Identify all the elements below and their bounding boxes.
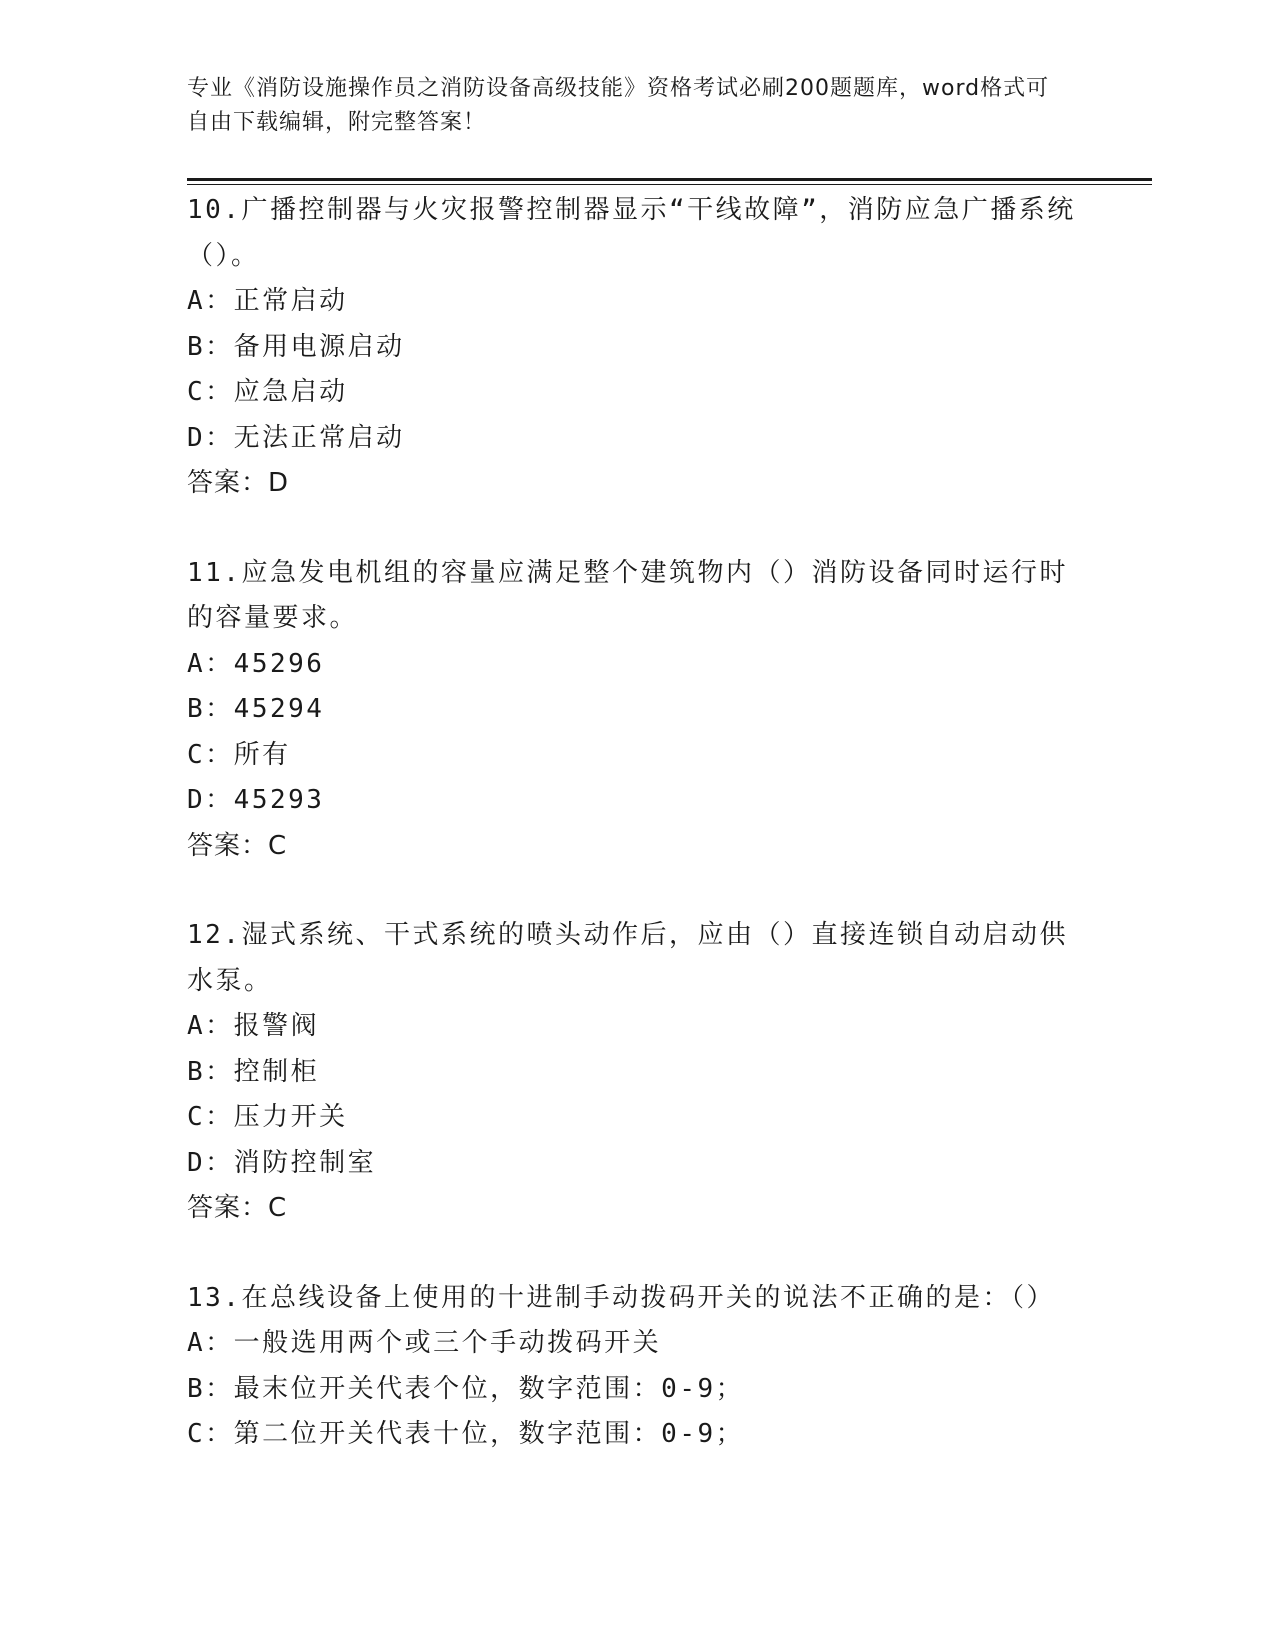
- option-letter: B: [187, 694, 206, 724]
- option-a: [187, 1004, 1087, 1050]
- option-b: [187, 1050, 1087, 1096]
- option-separator: ：: [205, 648, 234, 679]
- option-letter: A: [187, 1011, 206, 1041]
- option-separator: ：: [205, 1147, 234, 1178]
- option-separator: ：: [205, 286, 234, 316]
- option-letter: C: [187, 1419, 206, 1449]
- question-stem: 11.应急发电机组的容量应满足整个建筑物内（）消防设备同时运行时的容量要求。: [187, 557, 1068, 633]
- option-d: [187, 1141, 1087, 1187]
- option-c: [187, 1095, 1087, 1141]
- option-text: 应急启动: [233, 377, 348, 407]
- option-text: 无法正常启动: [233, 422, 405, 453]
- option-separator: ：: [205, 785, 234, 815]
- option-text: 45293: [233, 785, 325, 815]
- question-stem: 12.湿式系统、干式系统的喷头动作后，应由（）直接连锁自动启动供水泵。: [187, 920, 1068, 996]
- option-d: [187, 778, 1087, 824]
- option-c: [187, 733, 1087, 779]
- option-separator: ：: [205, 1373, 234, 1404]
- option-letter: D: [187, 785, 206, 815]
- option-text: 控制柜: [233, 1056, 320, 1087]
- option-separator: ：: [205, 377, 234, 407]
- header-divider-thick: [187, 178, 1152, 181]
- document-header: 专业《消防设施操作员之消防设备高级技能》资格考试必刷200题题库，word格式可自由下载编辑，附完整答案！: [187, 76, 1050, 135]
- option-a: [187, 279, 1087, 325]
- option-text: 压力开关: [233, 1102, 348, 1132]
- option-separator: ：: [205, 1011, 234, 1041]
- option-text: 最末位开关代表个位，数字范围：0-9；: [233, 1373, 745, 1404]
- option-separator: ：: [205, 1328, 234, 1358]
- option-separator: ：: [205, 694, 234, 724]
- question-stem: 13.在总线设备上使用的十进制手动拨码开关的说法不正确的是：（）: [187, 1282, 1055, 1313]
- option-letter: C: [187, 1102, 206, 1132]
- option-text: 45294: [233, 694, 325, 724]
- option-separator: ：: [205, 1102, 234, 1132]
- option-c: [187, 370, 1087, 416]
- option-b: [187, 325, 1087, 371]
- question-10: [187, 188, 1087, 507]
- option-letter: A: [187, 1328, 206, 1358]
- option-letter: C: [187, 377, 206, 407]
- option-text: 所有: [233, 739, 291, 770]
- option-letter: B: [187, 1373, 206, 1404]
- option-a: [187, 1321, 1087, 1367]
- option-text: 备用电源启动: [233, 331, 405, 362]
- option-d: [187, 416, 1087, 462]
- question-13: [187, 1276, 1087, 1458]
- option-text: 第二位开关代表十位，数字范围：0-9；: [233, 1419, 745, 1449]
- option-a: [187, 642, 1087, 688]
- question-12: [187, 913, 1087, 1232]
- answer-line: 答案：C: [187, 1193, 288, 1223]
- option-separator: ：: [205, 331, 234, 362]
- option-letter: D: [187, 1147, 206, 1178]
- option-letter: A: [187, 648, 206, 679]
- header-divider-thin: [187, 184, 1152, 185]
- option-text: 正常启动: [233, 286, 348, 316]
- option-b: [187, 1367, 1087, 1413]
- option-text: 45296: [233, 648, 325, 679]
- option-letter: C: [187, 739, 206, 770]
- option-separator: ：: [205, 422, 234, 453]
- option-text: 报警阀: [233, 1011, 320, 1041]
- option-letter: B: [187, 331, 206, 362]
- question-11: [187, 551, 1087, 870]
- answer-line: 答案：D: [187, 468, 290, 498]
- answer-line: 答案：C: [187, 830, 288, 861]
- option-separator: ：: [205, 1419, 234, 1449]
- option-separator: ：: [205, 1056, 234, 1087]
- option-b: [187, 687, 1087, 733]
- option-letter: A: [187, 286, 206, 316]
- option-c: [187, 1412, 1087, 1458]
- option-separator: ：: [205, 739, 234, 770]
- option-text: 一般选用两个或三个手动拨码开关: [233, 1328, 662, 1358]
- option-letter: D: [187, 422, 206, 453]
- option-letter: B: [187, 1056, 206, 1087]
- option-text: 消防控制室: [233, 1147, 377, 1178]
- question-list: [187, 188, 1087, 1458]
- question-stem: 10.广播控制器与火灾报警控制器显示“干线故障”，消防应急广播系统（）。: [187, 195, 1076, 271]
